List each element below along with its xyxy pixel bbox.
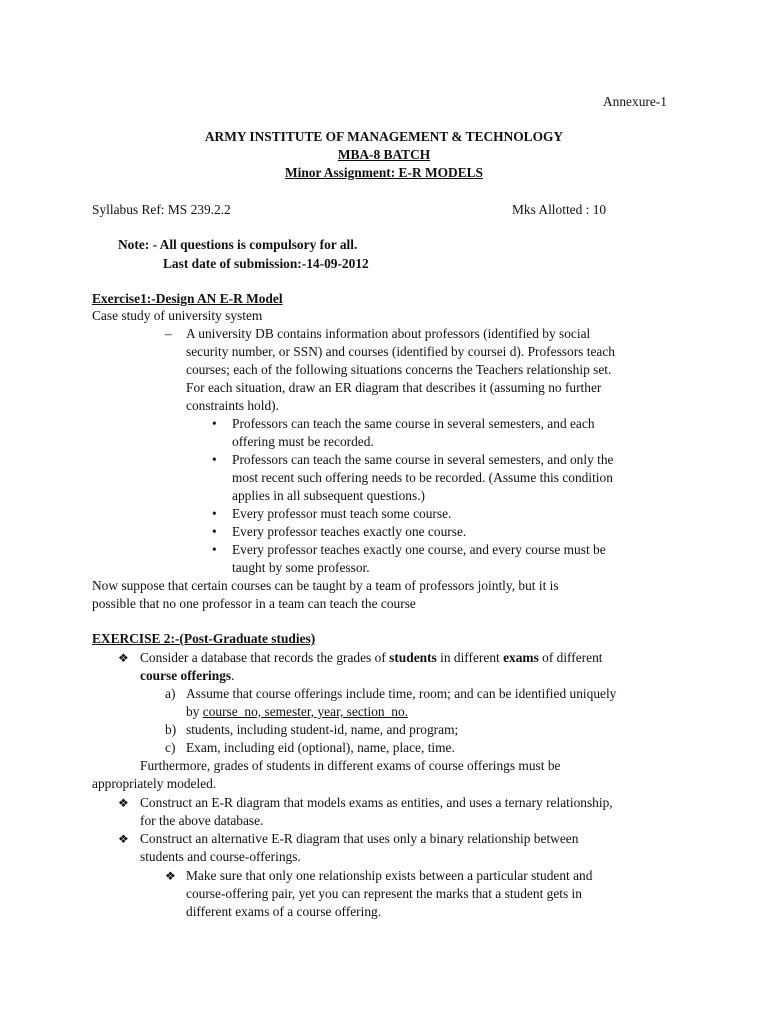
furthermore-line: appropriately modeled. [92,776,217,791]
exercise1-subtitle: Case study of university system [92,308,263,323]
exercise1-closing-line: Now suppose that certain courses can be taught by a team of professors jointly, but it is [92,578,559,593]
exercise1-intro-line: courses; each of the following situations concerns the Teachers relationship set. [186,362,612,377]
furthermore-line: Furthermore, grades of students in different exams of course offerings must be [140,758,561,773]
bullet-icon: • [212,524,217,539]
batch-text: MBA-8 BATCH [337,147,431,162]
sub-item-a-line2 [186,703,408,721]
bold-term-students: students [389,650,437,665]
bullet-icon: • [212,416,217,431]
bold-term-exams: exams [503,650,539,665]
institute-title: ARMY INSTITUTE OF MANAGEMENT & TECHNOLOGY [204,129,564,144]
note-line-2: Last date of submission:-14-09-2012 [163,256,369,271]
sub-item-marker: c) [165,740,176,755]
sub-item-marker: b) [165,722,177,737]
exercise2-item1-line2 [140,667,234,685]
exercise2-item2-line: Construct an E-R diagram that models exams as entities, and uses a ternary relationship, [140,795,613,810]
diamond-bullet-icon: ❖ [118,796,129,810]
exercise2-item4-line: Make sure that only one relationship exists between a particular student and [186,868,593,883]
sub-item-b-text: students, including student-id, name, and program; [186,722,459,737]
exercise1-intro-line: A university DB contains information about professors (identified by social [186,326,591,341]
diamond-bullet-icon: ❖ [118,832,129,846]
bold-term-course-offerings: course offerings [140,668,232,683]
bullet-item-line: offering must be recorded. [232,434,374,449]
assignment-text: Minor Assignment: E-R MODELS [284,165,484,180]
sub-item-c-text: Exam, including eid (optional), name, place, time. [186,740,455,755]
exercise2-item2-line: for the above database. [140,813,264,828]
exercise2-title: EXERCISE 2:-(Post-Graduate studies) [92,631,316,646]
syllabus-ref: Syllabus Ref: MS 239.2.2 [92,202,231,217]
text-run: . [231,668,235,683]
text-run: by [186,704,203,719]
batch-title [0,146,768,164]
exercise2-item4-line: course-offering pair, yet you can represent the marks that a student gets in [186,886,582,901]
text-run: of different [538,650,603,665]
exercise1-closing-line: possible that no one professor in a team can teach the course [92,596,416,611]
bullet-item-line: Every professor teaches exactly one course, and every course must be [232,542,606,557]
exercise2-item1-line1 [140,649,603,667]
dash-marker: – [165,326,172,341]
exercise2-item4-line: different exams of a course offering. [186,904,382,919]
bullet-item-line: most recent such offering needs to be recorded. (Assume this condition [232,470,613,485]
bullet-item-line: Every professor teaches exactly one course. [232,524,467,539]
bullet-item-line: taught by some professor. [232,560,370,575]
bullet-item-line: Professors can teach the same course in several semesters, and each [232,416,595,431]
bullet-icon: • [212,542,217,557]
bullet-item-line: applies in all subsequent questions.) [232,488,426,503]
bullet-icon: • [212,506,217,521]
exercise1-intro-line: constraints hold). [186,398,279,413]
assignment-title [0,164,768,182]
marks-allotted: Mks Allotted : 10 [512,202,607,217]
note-line-1: Note: - All questions is compulsory for all. [118,237,358,252]
underlined-key-fields: course_no, semester, year, section_no. [202,704,409,719]
exercise2-item3-line: Construct an alternative E-R diagram that uses only a binary relationship between [140,831,579,846]
sub-item-a-line1: Assume that course offerings include time, room; and can be identified uniquely [186,686,617,701]
sub-item-marker: a) [165,686,176,701]
bullet-icon: • [212,452,217,467]
exercise1-title: Exercise1:-Design AN E-R Model [92,291,283,306]
exercise1-intro-line: security number, or SSN) and courses (identified by coursei d). Professors teach [186,344,615,359]
diamond-bullet-icon: ❖ [118,651,129,665]
text-run: Consider a database that records the grades of [140,650,390,665]
exercise2-item3-line: students and course-offerings. [140,849,301,864]
annexure-label: Annexure-1 [603,94,667,109]
bullet-item-line: Professors can teach the same course in several semesters, and only the [232,452,614,467]
bullet-item-line: Every professor must teach some course. [232,506,452,521]
exercise1-intro-line: For each situation, draw an ER diagram that describes it (assuming no further [186,380,602,395]
text-run: in different [436,650,504,665]
diamond-bullet-icon: ❖ [165,869,176,883]
